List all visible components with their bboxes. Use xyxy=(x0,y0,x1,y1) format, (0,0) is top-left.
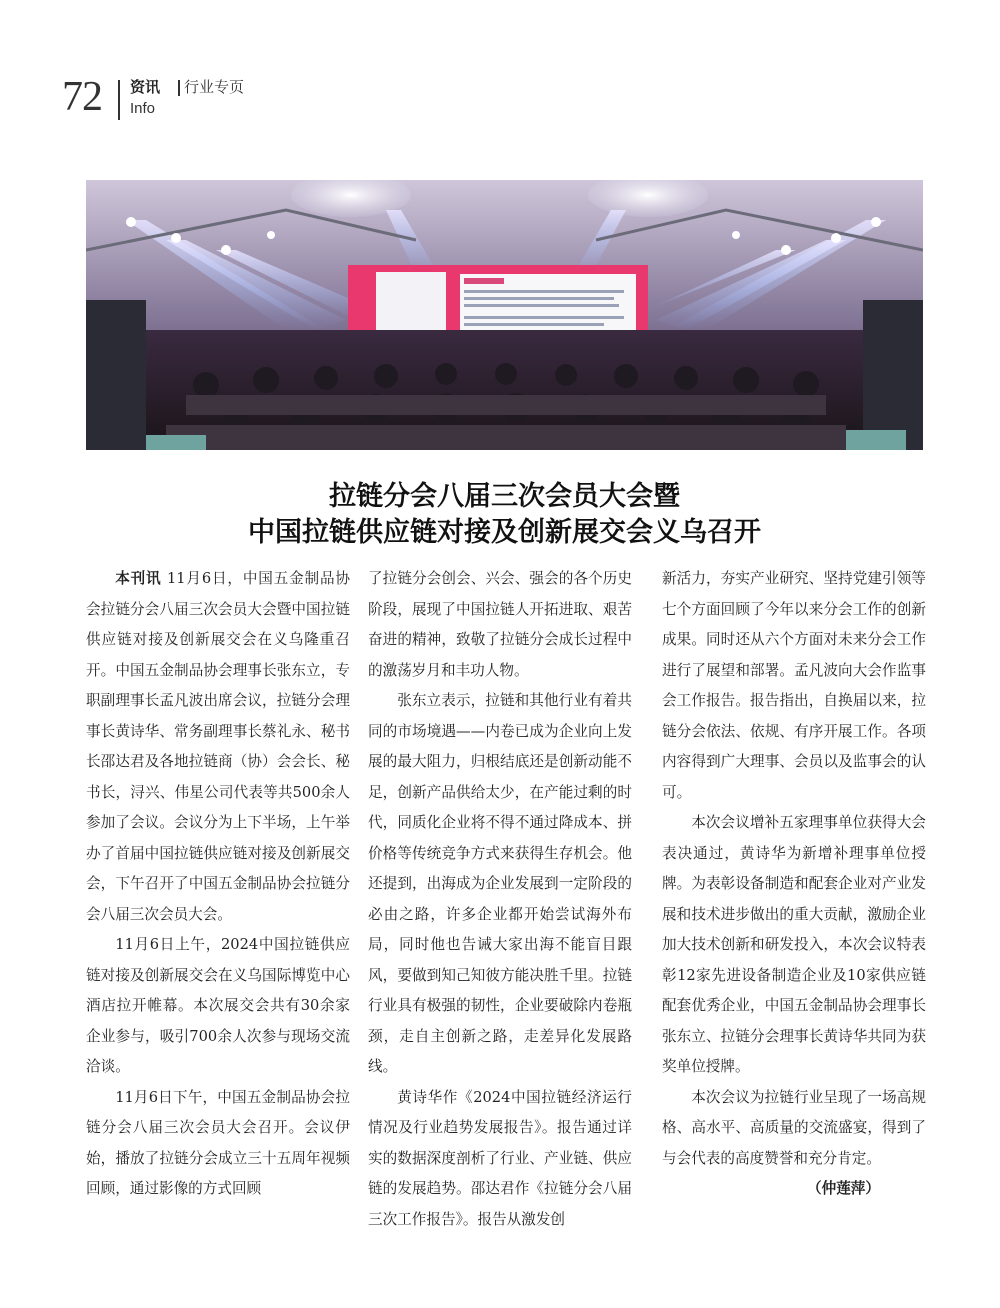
article-column-3 xyxy=(662,564,926,1205)
article-title-line2: 中国拉链供应链对接及创新展交会义乌召开 xyxy=(248,517,761,548)
section-label: 资讯 xyxy=(130,78,161,96)
lead-label: 本刊讯 xyxy=(115,570,162,587)
paragraph: 黄诗华作《2024中国拉链经济运行情况及行业趋势发展报告》。报告通过详实的数据深度剖析了行业、产业链、供应链的发展趋势。邵达君作《拉链分会八届三次工作报告》。报告从激发创 xyxy=(368,1088,632,1228)
section-label-en: Info xyxy=(130,100,156,117)
page-number: 72 xyxy=(62,74,102,120)
paragraph: 本次会议为拉链行业呈现了一场高规格、高水平、高质量的交流盛宴，得到了与会代表的高度赞誉和充分肯定。 xyxy=(662,1088,926,1167)
article-title-line1: 拉链分会八届三次会员大会暨 xyxy=(329,481,680,512)
paragraph: 张东立表示，拉链和其他行业有着共同的市场境遇——内卷已成为企业向上发展的最大阻力，归根结底还是创新动能不足，创新产品供给太少，在产能过剩的时代，同质化企业将不得不通过降成本、拼价格等传统竞争方式来获得生存机会。他还提到，出海成为企业发展到一定阶段的必由之路，许多企业都开始尝试海外布局，同时他也告诫大家出海不能盲目跟风，要做到知己知彼方能决胜千里。拉链行业具有极强的韧性，企业要破除内卷瓶颈，走自主创新之路，走差异化发展路线。 xyxy=(368,692,632,1075)
paragraph: 11月6日下午，中国五金制品协会拉链分会八届三次会员大会召开。会议伊始，播放了拉链分会成立三十五周年视频回顾，通过影像的方式回顾 xyxy=(86,1088,350,1197)
article-column-2 xyxy=(368,564,632,1235)
paragraph: 了拉链分会创会、兴会、强会的各个历史阶段，展现了中国拉链人开拓进取、艰苦奋进的精神，致敬了拉链分会成长过程中的激荡岁月和丰功人物。 xyxy=(368,570,632,679)
paragraph: 本次会议增补五家理事单位获得大会表决通过，黄诗华为新增补理事单位授牌。为表彰设备制造和配套企业对产业发展和技术进步做出的重大贡献，激励企业加大技术创新和研发投入，本次会议特表彰12家先进设备制造企业及10家供应链配套优秀企业，中国五金制品协会理事长张东立、拉链分会理事长黄诗华共同为获奖单位授牌。 xyxy=(662,814,926,1075)
paragraph: 新活力，夯实产业研究、坚持党建引领等七个方面回顾了今年以来分会工作的创新成果。同时还从六个方面对未来分会工作进行了展望和部署。孟凡波向大会作监事会工作报告。报告指出，自换届以来，拉链分会依法、依规、有序开展工作。各项内容得到广大理事、会员以及监事会的认可。 xyxy=(662,570,926,801)
subsection-divider xyxy=(178,80,180,96)
paragraph: 11月6日上午，2024中国拉链供应链对接及创新展交会在义乌国际博览中心酒店拉开帷幕。本次展交会共有30余家企业参与，吸引700余人次参与现场交流洽谈。 xyxy=(86,936,350,1075)
paragraph-text: 11月6日，中国五金制品协会拉链分会八届三次会员大会暨中国拉链供应链对接及创新展交会在义乌隆重召开。中国五金制品协会理事长张东立，专职副理事长孟凡波出席会议，拉链分会理事长黄诗华、常务副理事长蔡礼永、秘书长邵达君及各地拉链商（协）会会长、秘书长，浔兴、伟星公司代表等共500余人参加了会议。会议分为上下半场，上午举办了首届中国拉链供应链对接及创新展交会，下午召开了中国五金制品协会拉链分会八届三次会员大会。 xyxy=(86,570,351,923)
paragraph xyxy=(86,564,350,930)
article-author: （仲莲萍） xyxy=(807,1180,880,1197)
subsection-label: 行业专页 xyxy=(184,78,245,96)
header-divider xyxy=(118,80,120,120)
conference-photo xyxy=(86,180,923,450)
article-column-1 xyxy=(86,564,350,1205)
